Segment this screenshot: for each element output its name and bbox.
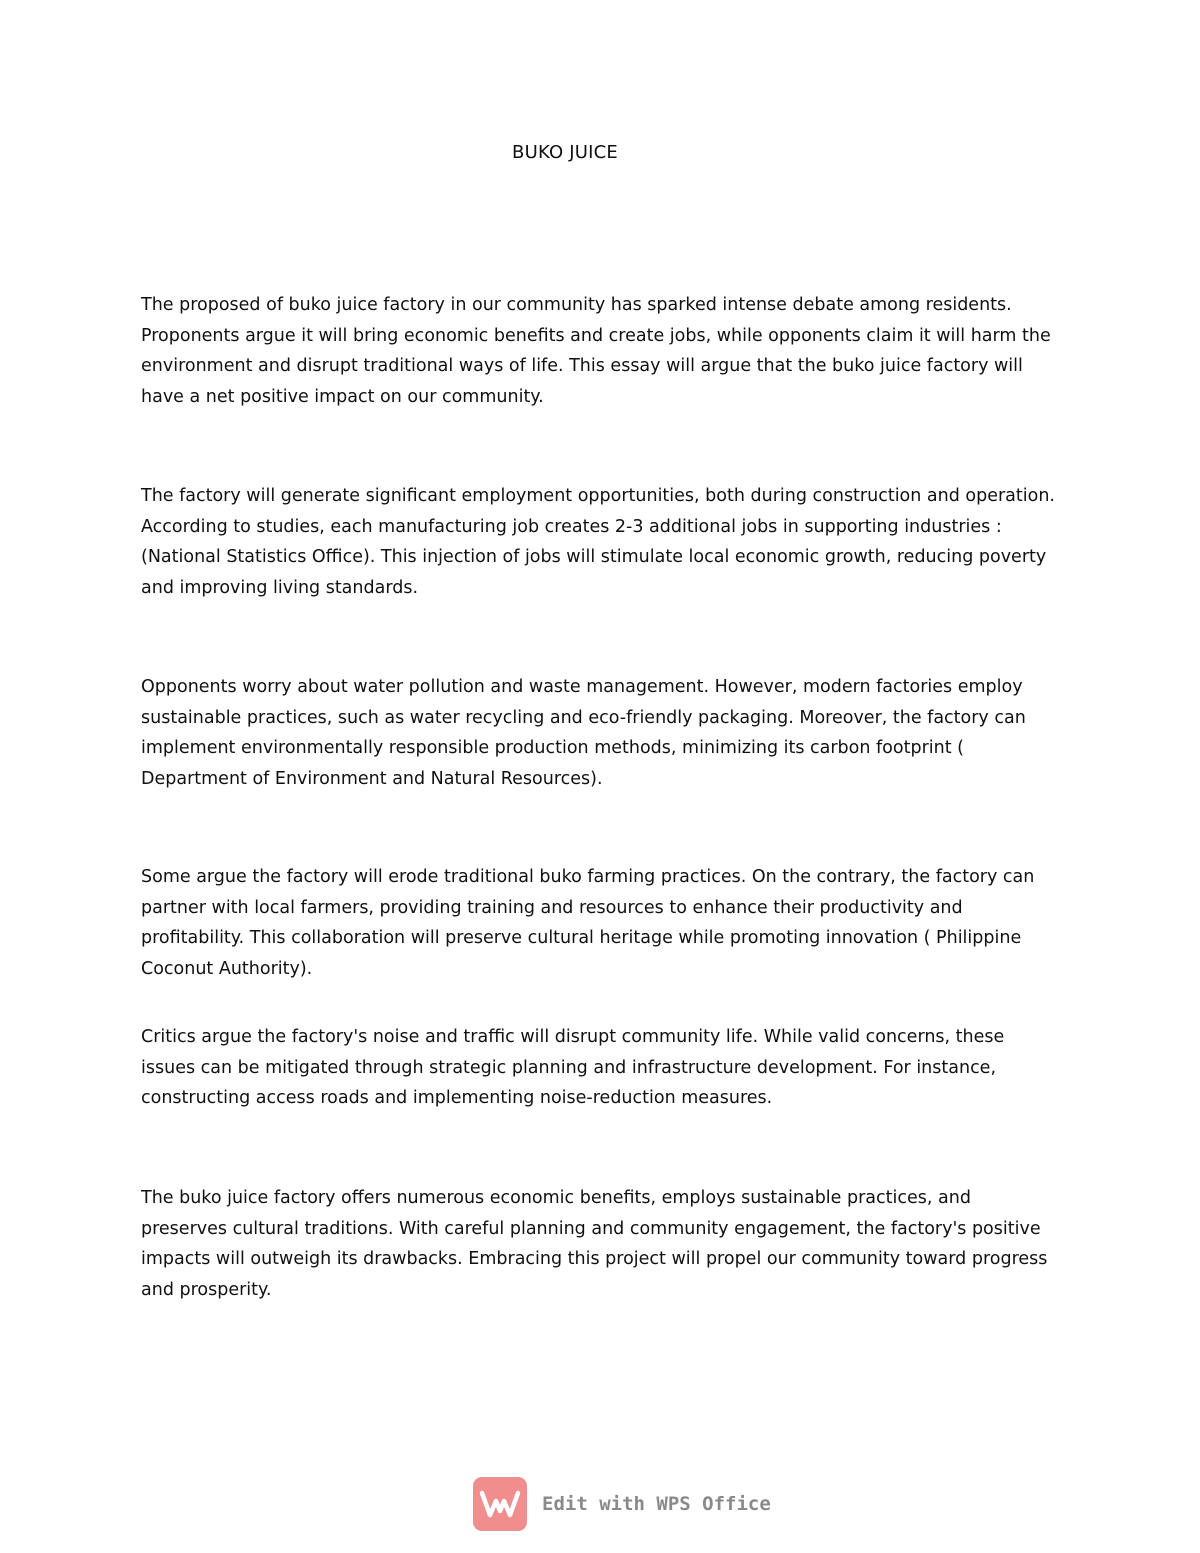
paragraph-employment: The factory will generate significant employment opportunities, both during construction and operation. According to studies, each manufacturing job creates 2-3 additional jobs in supporting industries : (National Statistics Office). This injection of jobs will stimulate local economic growth, reducing poverty and improving living standards. [141,486,1055,598]
document-title: BUKO JUICE [512,142,618,163]
edit-with-wps-label: Edit with WPS Office [542,1493,771,1515]
edit-with-wps-button[interactable] [473,1476,771,1532]
wps-logo-icon [473,1477,527,1531]
paragraph-introduction: The proposed of buko juice factory in our community has sparked intense debate among residents. Proponents argue it will bring economic benefits and create jobs, while opponents claim it will harm the environment and disrupt traditional ways of life. This essay will argue that the buko juice factory will have a net positive impact on our community. [141,295,1051,407]
paragraph-environment: Opponents worry about water pollution and waste management. However, modern factories employ sustainable practices, such as water recycling and eco-friendly packaging. Moreover, the factory can implement environmentally responsible production methods, minimizing its carbon footprint ( Department of Environment and Natural Resources). [141,677,1026,789]
paragraph-noise-traffic: Critics argue the factory's noise and traffic will disrupt community life. While valid concerns, these issues can be mitigated through strategic planning and infrastructure development. For instance, constructing access roads and implementing noise-reduction measures. [141,1027,1005,1108]
paragraph-conclusion: The buko juice factory offers numerous economic benefits, employs sustainable practices, and preserves cultural traditions. With careful planning and community engagement, the factory's positive impacts will outweigh its drawbacks. Embracing this project will propel our community toward progress and prosperity. [141,1188,1048,1300]
paragraph-tradition: Some argue the factory will erode traditional buko farming practices. On the contrary, the factory can partner with local farmers, providing training and resources to enhance their productivity and profitability. This collaboration will preserve cultural heritage while promoting innovation ( Philippine Coconut Authority). [141,867,1035,979]
